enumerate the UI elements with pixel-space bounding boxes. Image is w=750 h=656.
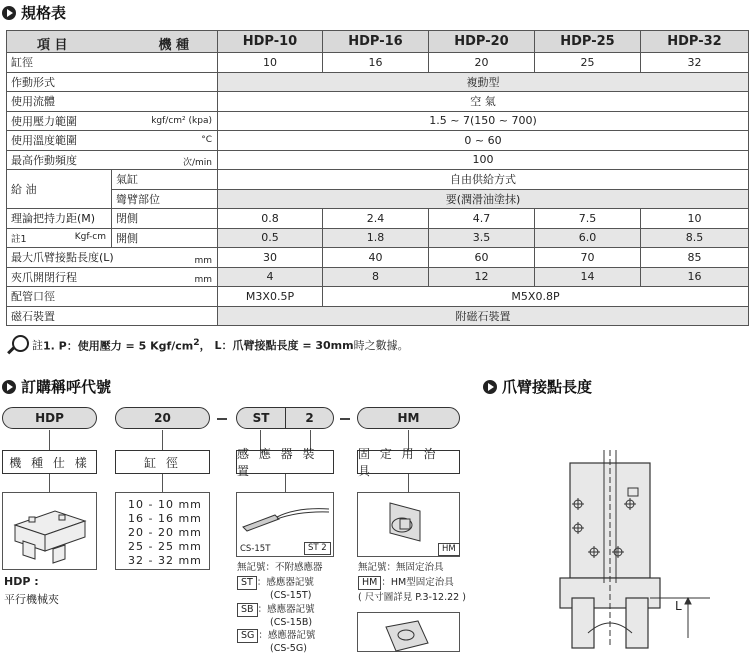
label-model-spec: 機 種 仕 樣 xyxy=(2,450,97,474)
header-item-model-cell: 項 目 機 種 xyxy=(7,31,218,53)
sensor-option-st: ST ：感應器記號 xyxy=(237,576,314,590)
table-row: 最大爪臂接點長度(L) mm 30 40 60 70 85 xyxy=(7,248,749,268)
bore-list: 10 - 10 mm 16 - 16 mm 20 - 20 mm 25 - 25 mm 32 - 32 mm xyxy=(128,498,202,567)
table-row: 註1 Kgf-cm 開側 0.5 1.8 3.5 6.0 8.5 xyxy=(7,228,749,248)
model-header: HDP-10 xyxy=(218,31,323,53)
model-header: HDP-20 xyxy=(429,31,535,53)
code-pill-sensor: ST 2 xyxy=(236,407,334,429)
spec-table xyxy=(6,30,749,326)
table-row: 夾爪開閉行程 mm 4 8 12 14 16 xyxy=(7,267,749,287)
table-row: 使用流體 空 氣 xyxy=(7,92,749,112)
sensor-none-note: 無記號：不附感應器 xyxy=(237,562,323,573)
arm-length-diagram xyxy=(560,448,710,648)
label-bore: 缸 徑 xyxy=(115,450,210,474)
table-row: 使用壓力範圍 kgf/cm² (kpa) 1.5 ~ 7(150 ~ 700) xyxy=(7,111,749,131)
separator-dash xyxy=(340,418,350,420)
parallel-gripper-illustration xyxy=(3,493,98,571)
table-row: 磁石裝置 附磁石裝置 xyxy=(7,306,749,326)
model-header: HDP-25 xyxy=(535,31,641,53)
play-bullet-icon xyxy=(483,380,497,394)
model-header: HDP-32 xyxy=(641,31,749,53)
separator-dash xyxy=(217,418,227,420)
footnote: 註 1. P：使用壓力 = 5 Kgf/$cm^2$ ， L：爪臂接點長度 = 30mm 時之數據。 xyxy=(6,334,409,356)
arm-length-section-title: 爪臂接點長度 xyxy=(483,376,592,397)
sensor-option-sg: SG ：感應器記號 xyxy=(237,629,315,643)
table-row: 缸徑 10 16 20 25 32 xyxy=(7,53,749,73)
hdp-desc: 平行機械夾 xyxy=(4,593,59,606)
table-header-row xyxy=(7,31,749,53)
table-row: 作動形式 複動型 xyxy=(7,72,749,92)
table-row: 使用溫度範圍 °C 0 ~ 60 xyxy=(7,131,749,151)
fixture-illustration-2 xyxy=(358,613,461,653)
connector-line xyxy=(162,474,163,492)
gripper-image xyxy=(2,492,97,570)
spec-section-title: 規格表 xyxy=(2,2,66,23)
table-row: 彎臂部位 要(潤滑油塗抹) xyxy=(7,189,749,209)
sensor-option-sb: SB ：感應器記號 xyxy=(237,603,315,617)
fixture-option-hm: HM ：HM型固定治具 xyxy=(358,576,454,590)
fixture-image: HM xyxy=(357,492,460,557)
code-pill-fixture: HM xyxy=(357,407,460,429)
connector-line xyxy=(162,430,163,450)
connector-line xyxy=(49,474,50,492)
table-row: 給 油 氣缸 自由供給方式 xyxy=(7,170,749,190)
label-fixture: 固 定 用 治 具 xyxy=(357,450,460,474)
magnifier-icon xyxy=(6,334,28,356)
arm-length-label: L xyxy=(675,599,682,613)
fixture-image-2 xyxy=(357,612,460,652)
table-row: 配管口徑 M3X0.5P M5X0.8P xyxy=(7,287,749,307)
fixture-none-note: 無記號：無固定治具 xyxy=(358,562,444,573)
table-row: 最高作動頻度 次/min 100 xyxy=(7,150,749,170)
fixture-reference: ( 尺寸圖詳見 P.3-12.22 ) xyxy=(358,592,466,603)
sensor-image: CS-15T ST 2 xyxy=(236,492,334,557)
order-section-title: 訂購稱呼代號 xyxy=(2,376,111,397)
play-bullet-icon xyxy=(2,380,16,394)
hdp-desc-title: HDP : xyxy=(4,575,39,588)
code-pill-bore: 20 xyxy=(115,407,210,429)
model-header: HDP-16 xyxy=(323,31,429,53)
table-row: 理論把持力距(M) 閉側 0.8 2.4 4.7 7.5 10 xyxy=(7,209,749,229)
connector-line xyxy=(49,430,50,450)
label-sensor: 感 應 器 裝 置 xyxy=(236,450,334,474)
code-pill-hdp: HDP xyxy=(2,407,97,429)
play-bullet-icon xyxy=(2,6,16,20)
